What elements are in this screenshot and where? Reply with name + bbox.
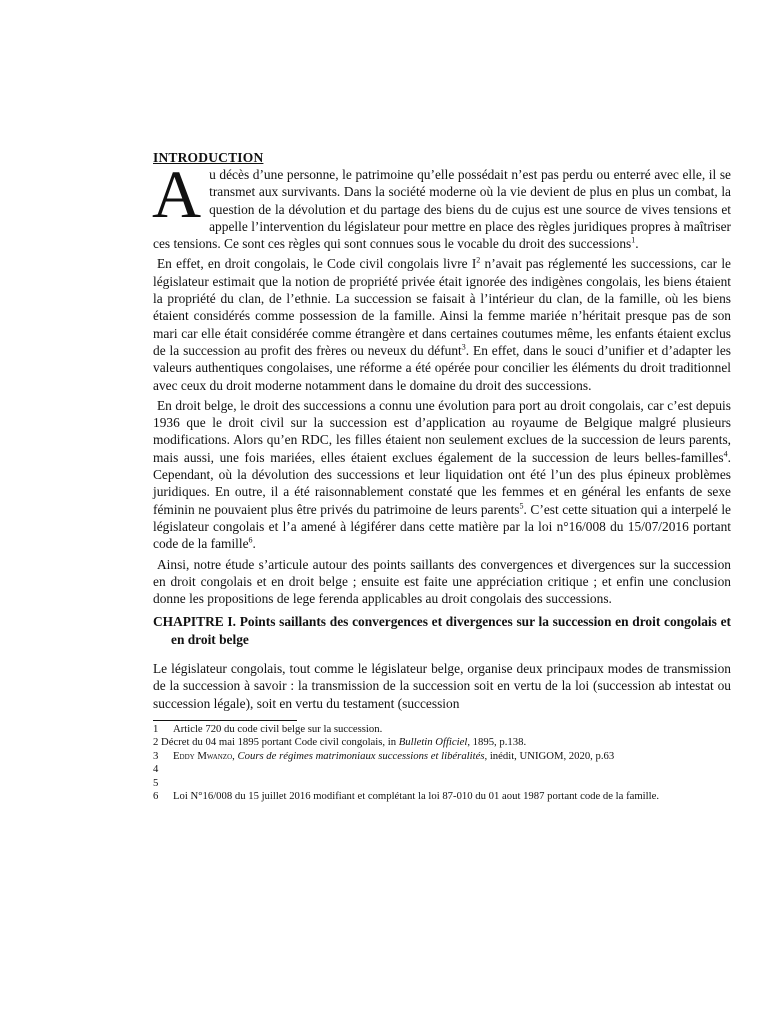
footnote-separator <box>153 720 297 721</box>
footnotes <box>153 723 731 803</box>
paragraph-1: Au décès d’une personne, le patrimoine qu’elle possédait n’est pas perdu ou enterré avec elle, il se transmet aux survivants. Dans la société moderne où la vie devient de plus en plus un combat, la question de la dévolution et du partage des biens du de cujus est une source de vives tensions et appelle l’intervention du législateur pour mettre en place des règles juridiques propres à maîtriser ces tensions. Ce sont ces règles qui sont connues sous le vocable du droit des successions$^1$. <box>152 156 731 252</box>
footnote-ref-6[interactable]: 6 <box>248 535 253 545</box>
footnote-6: 6 Loi N°16/008 du 15 juillet 2016 modifiant et complétant la loi 87-010 du 01 aout 1987 portant code de la famille. <box>153 789 660 802</box>
footnote-ref-2[interactable]: 2 <box>476 256 481 266</box>
footnote-4: 4 <box>153 763 159 776</box>
footnote-ref-4[interactable]: 4 <box>723 449 728 459</box>
document-page <box>153 149 731 803</box>
chapter-heading: CHAPITRE I. Points saillants des convergences et divergences sur la succession en droit congolais et en droit belge <box>153 614 731 647</box>
footnote-3: 3 Eddy Mwanzo, Cours de régimes matrimoniaux successions et libéralités, inédit, UNIGOM, 2020, p.63 <box>153 749 615 762</box>
drop-cap: A <box>152 156 202 232</box>
paragraph-1-text: u décès d’une personne, le patrimoine qu’elle possédait n’est pas perdu ou enterré avec elle, il se transmet aux survivants. Dans la société moderne où la vie devient de plus en plus un combat, la question de la dévolution et du partage des biens du de cujus est une source de vives tensions et appelle l’intervention du législateur pour mettre en place des règles juridiques propres à maîtriser ces tensions. Ce sont ces règles qui sont connues sous le vocable du droit des successions <box>153 167 731 252</box>
footnote-1: 1 Article 720 du code civil belge sur la succession. <box>153 722 383 735</box>
section-title: INTRODUCTION <box>153 150 264 165</box>
footnote-ref-3[interactable]: 3 <box>461 342 466 352</box>
paragraph-2: En effet, en droit congolais, le Code civil congolais livre $I^2$ n’avait pas réglementé les successions, car le législateur estimait que la notion de propriété privée était ignorée des indigènes congolais, les biens étaient la propriété du clan, de l’ethnie. La succession se faisait à l’intérieur du clan, de la famille, où les biens étaient considérés comme possession de la famille. Ainsi la femme mariée n’héritait presque pas de son mari car elle était considérée comme étrangère et dans certaines coutumes même, les enfants étaient exclus de la succession au profit des frères ou neveux du défunt$^3$. En effet, dans le souci d’unifier et d’adapter les valeurs authentiques congolaises, une réforme a été opérée pour concilier les éléments du droit traditionnel avec ceux du droit moderne notamment dans le domaine du droit des successions. <box>153 256 731 393</box>
footnote-2: 2 Décret du 04 mai 1895 portant Code civil congolais, in Bulletin Officiel, 1895, p.138. <box>153 736 527 749</box>
paragraph-3: En droit belge, le droit des successions a connu une évolution para port au droit congolais, car c’est depuis 1936 que le droit civil sur la succession est d’application au royaume de Belgique malgré plusieurs modifications. Alors qu’en RDC, les filles étaient non seulement exclues de la succession de leurs parents, mais aussi, une fois mariées, elles étaient exclues également de la succession de leurs belles-familles$^4$. Cependant, où la dévolution des successions et leur liquidation ont été l’un des plus épineux problèmes juridiques. En outre, il a été raisonnablement constaté que les femmes et en général les enfants de sexe féminin ne pouvaient plus être privés du patrimoine de leurs parents$^5$. C’est cette situation qui a interpelé le législateur congolais et l’a amené à légiférer dans cette matière par la loi n°16/008 du 15/07/2016 portant code de la famille$^6$. <box>153 397 732 552</box>
footnote-5: 5 <box>153 776 159 789</box>
footnote-ref-5[interactable]: 5 <box>519 501 524 511</box>
paragraph-4: Ainsi, notre étude s’articule autour des points saillants des convergences et divergences sur la succession en droit congolais et en droit belge ; ensuite est faite une appréciation critique ; et enfin une conclusion donne les propositions de lege ferenda applicables au droit congolais des successions. <box>153 556 731 607</box>
paragraph-5: Le législateur congolais, tout comme le législateur belge, organise deux principaux modes de transmission de la succession à savoir : la transmission de la succession soit en vertu de la loi (succession ab intestat ou succession légale), soit en vertu du testament (succession <box>153 661 731 711</box>
footnote-ref-1[interactable]: 1 <box>631 235 636 245</box>
